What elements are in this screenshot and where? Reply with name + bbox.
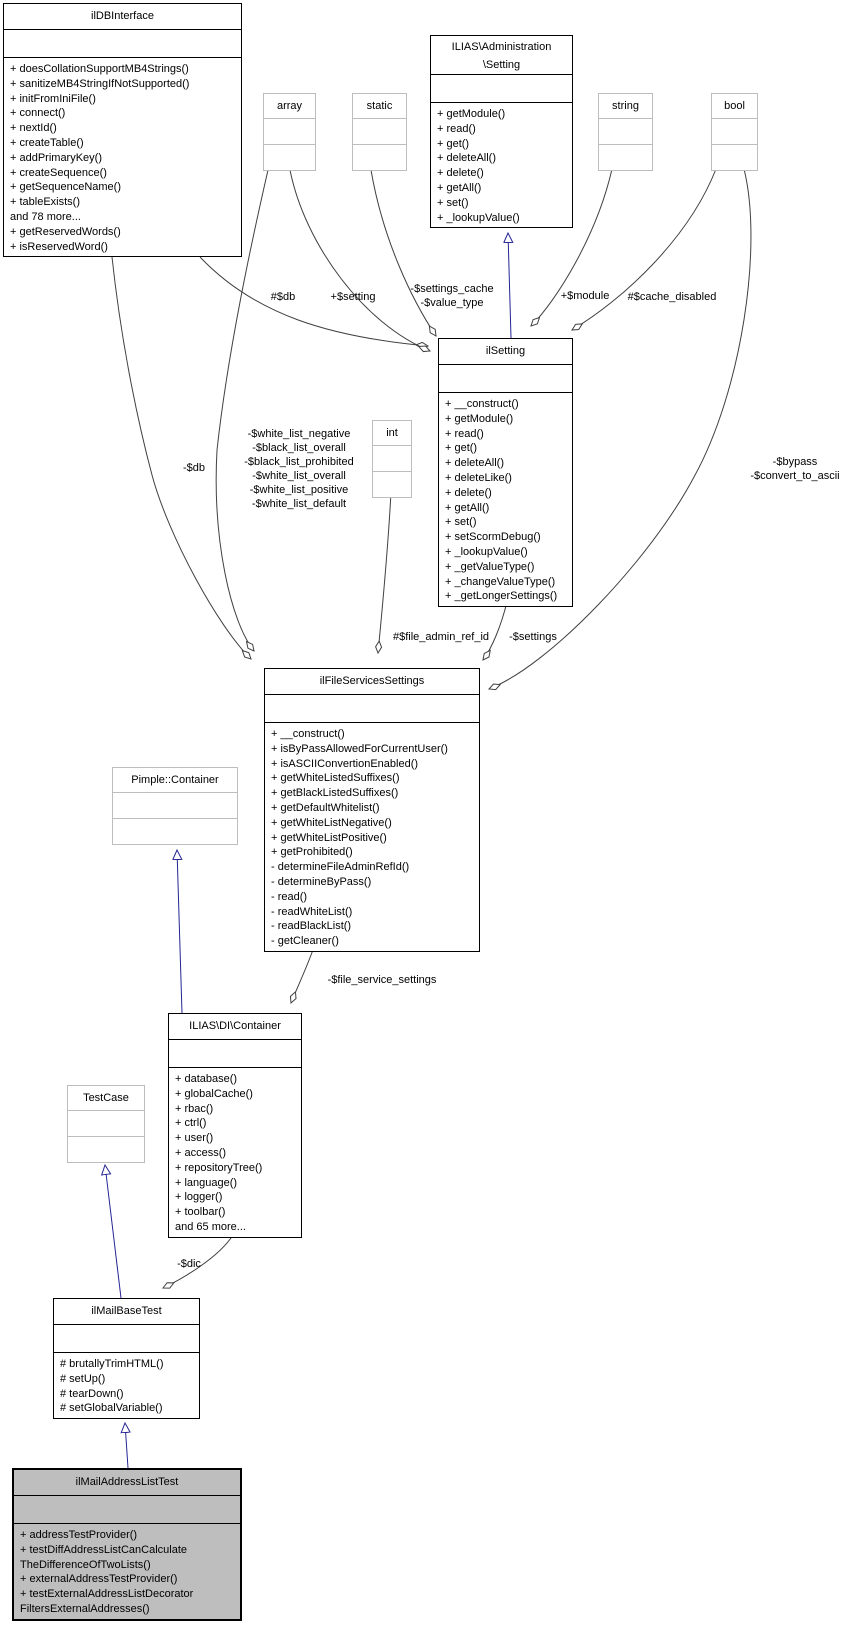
text-line: + read() (437, 122, 476, 135)
class-box-pimple-container (112, 767, 238, 845)
text-line: # setUp() (60, 1372, 106, 1385)
class-box-ilias-di-container[interactable] (168, 1013, 302, 1238)
class-box-int (372, 420, 412, 498)
attributes-compartment (14, 1496, 240, 1524)
text-line: and 78 more... (10, 210, 81, 223)
text-line: + _getLongerSettings() (445, 590, 558, 603)
attributes-compartment (68, 1111, 144, 1137)
text-line: + delete() (445, 486, 492, 499)
text-line: + set() (445, 516, 477, 529)
text-line: # tearDown() (60, 1387, 124, 1400)
attributes-compartment (264, 119, 315, 145)
text-line: + getDefaultWhitelist() (271, 801, 380, 814)
text-line: + isReservedWord() (10, 240, 108, 253)
text-line: \Setting (482, 59, 521, 71)
methods-compartment (265, 723, 479, 951)
text-line: + addressTestProvider() (20, 1529, 138, 1541)
text-line: + getSequenceName() (10, 181, 121, 194)
text-line: + get() (445, 442, 478, 455)
text-line: FiltersExternalAddresses() (20, 1602, 150, 1615)
text-line: + getProhibited() (271, 846, 353, 859)
methods-compartment (264, 145, 315, 170)
class-title: ilMailBaseTest (54, 1299, 199, 1325)
attributes-compartment (54, 1325, 199, 1353)
attributes-compartment (373, 446, 411, 472)
attributes-compartment (169, 1040, 301, 1068)
text-line: + language() (175, 1176, 238, 1189)
aggregation-edge-db-private (112, 257, 251, 659)
text-line: + globalCache() (175, 1087, 253, 1100)
class-title: Pimple::Container (113, 768, 237, 793)
text-line: - determineFileAdminRefId() (271, 861, 410, 874)
methods-compartment (14, 1524, 240, 1619)
methods-compartment (353, 145, 406, 170)
methods-compartment (169, 1068, 301, 1237)
text-line: - readWhiteList() (271, 905, 353, 918)
text-line: + _changeValueType() (445, 575, 556, 588)
aggregation-edge-cache-disabled (572, 169, 716, 330)
class-title: array (264, 94, 315, 119)
text-line: + __construct() (445, 398, 519, 410)
text-line: # brutallyTrimHTML() (60, 1358, 164, 1370)
text-line: + __construct() (271, 728, 345, 740)
edge-label-module: +$module (560, 290, 610, 302)
text-line: + rbac() (175, 1102, 214, 1115)
aggregation-edge-settings-cache (371, 170, 436, 336)
text-line: + _getValueType() (445, 560, 535, 573)
text-line: -$white_list_overall (252, 470, 346, 482)
text-line: + getModule() (437, 108, 506, 120)
text-line: -$white_list_positive (249, 484, 349, 496)
text-line: + access() (175, 1146, 227, 1159)
text-line: + deleteAll() (437, 152, 497, 165)
text-line: -$white_list_negative (247, 428, 351, 440)
class-title: static (353, 94, 406, 119)
edge-label-file-service-settings: -$file_service_settings (327, 974, 437, 986)
text-line: + getWhiteListNegative() (271, 816, 392, 829)
text-line: + sanitizeMB4StringIfNotSupported() (10, 77, 190, 90)
text-line: + read() (445, 427, 484, 440)
attributes-compartment (439, 365, 572, 393)
text-line: + getWhiteListedSuffixes() (271, 772, 400, 785)
methods-compartment (113, 819, 237, 844)
attributes-compartment (712, 119, 757, 145)
aggregation-edge-file-service-settings (291, 947, 314, 1003)
text-line: + getWhiteListPositive() (271, 831, 387, 844)
class-title: ILIAS\DI\Container (169, 1014, 301, 1040)
text-line: + deleteLike() (445, 471, 512, 484)
text-line: + isASCIIConvertionEnabled() (271, 757, 419, 770)
edge-label-settings-cache (410, 282, 493, 310)
text-line: + addPrimaryKey() (10, 151, 103, 164)
class-title: ilMailAddressListTest (14, 1470, 240, 1496)
text-line: + getAll() (437, 181, 482, 194)
class-box-static (352, 93, 407, 171)
text-line: + toolbar() (175, 1206, 226, 1219)
class-box-ilfileservicessettings[interactable] (264, 668, 480, 952)
class-box-ilmailbasetest[interactable] (53, 1298, 200, 1419)
attributes-compartment (4, 30, 241, 58)
text-line: + delete() (437, 167, 484, 180)
text-line: - readBlackList() (271, 920, 352, 933)
text-line: + setScormDebug() (445, 531, 541, 544)
class-title: TestCase (68, 1086, 144, 1111)
text-line: + repositoryTree() (175, 1161, 263, 1174)
class-title: ilSetting (439, 339, 572, 365)
class-box-bool (711, 93, 758, 171)
methods-compartment (712, 145, 757, 170)
text-line: + logger() (175, 1191, 223, 1204)
inheritance-edge-ilsetting-setting (508, 233, 511, 338)
text-line: + testDiffAddressListCanCalculate (20, 1543, 188, 1556)
text-line: + isByPassAllowedForCurrentUser() (271, 742, 448, 755)
text-line: + _lookupValue() (445, 545, 528, 558)
text-line: - determineByPass() (271, 875, 372, 888)
attributes-compartment (599, 119, 652, 145)
text-line: + nextId() (10, 122, 57, 135)
text-line: + createTable() (10, 136, 84, 149)
class-box-ilmailaddresslisttest (12, 1468, 242, 1621)
class-title: bool (712, 94, 757, 119)
class-title: ilDBInterface (4, 4, 241, 30)
methods-compartment (439, 393, 572, 606)
text-line: + getAll() (445, 501, 490, 514)
text-line: + set() (437, 196, 469, 209)
text-line: + deleteAll() (445, 457, 505, 470)
text-line: ILIAS\Administration (451, 41, 552, 53)
class-title: string (599, 94, 652, 119)
edge-label-dic: -$dic (177, 1258, 201, 1270)
text-line: - getCleaner() (271, 935, 339, 948)
text-line: + database() (175, 1073, 238, 1085)
edge-label-bypass (750, 455, 839, 483)
edge-label-white-lists (244, 427, 353, 511)
inheritance-edge-addresslisttest-mailbasetest (125, 1423, 128, 1468)
methods-compartment (373, 472, 411, 497)
text-line: # setGlobalVariable() (60, 1402, 163, 1415)
text-line: + getModule() (445, 412, 514, 425)
class-box-array (263, 93, 316, 171)
text-line: + getBlackListedSuffixes() (271, 787, 399, 800)
edge-label-db-protected: #$db (270, 291, 296, 303)
text-line: + _lookupValue() (437, 211, 520, 224)
methods-compartment (68, 1137, 144, 1162)
inheritance-edge-mailbasetest-testcase (105, 1165, 121, 1298)
class-box-ilsetting[interactable] (438, 338, 573, 607)
class-box-testcase (67, 1085, 145, 1163)
inheritance-edge-dicontainer-pimple (177, 850, 182, 1013)
class-box-ilias-administration-setting[interactable] (430, 35, 573, 228)
class-title (431, 36, 572, 75)
edge-label-file-admin-ref-id: #$file_admin_ref_id (392, 631, 490, 643)
text-line: -$settings_cache (410, 283, 494, 295)
text-line: + externalAddressTestProvider() (20, 1573, 178, 1586)
text-line: + getReservedWords() (10, 225, 121, 238)
edge-label-settings-member: -$settings (509, 631, 557, 643)
attributes-compartment (353, 119, 406, 145)
text-line: + get() (437, 137, 470, 150)
text-line: + createSequence() (10, 166, 107, 179)
text-line: + testExternalAddressListDecorator (20, 1588, 194, 1601)
text-line: + connect() (10, 107, 66, 120)
class-box-string (598, 93, 653, 171)
text-line: + initFromIniFile() (10, 92, 96, 105)
text-line: -$bypass (772, 456, 818, 468)
class-box-ildbinterface[interactable] (3, 3, 242, 257)
edge-label-db-private: -$db (182, 462, 206, 474)
attributes-compartment (431, 75, 572, 103)
text-line: + doesCollationSupportMB4Strings() (10, 63, 189, 75)
methods-compartment (431, 103, 572, 227)
text-line: -$value_type (420, 297, 484, 309)
text-line: and 65 more... (175, 1220, 246, 1233)
class-title: ilFileServicesSettings (265, 669, 479, 695)
text-line: TheDifferenceOfTwoLists() (20, 1558, 151, 1571)
text-line: + tableExists() (10, 196, 80, 209)
text-line: -$white_list_default (251, 498, 347, 510)
methods-compartment (4, 58, 241, 256)
text-line: -$convert_to_ascii (750, 470, 840, 482)
edge-label-setting: +$setting (330, 291, 376, 303)
text-line: -$black_list_overall (252, 442, 346, 454)
edge-label-cache-disabled: #$cache_disabled (627, 291, 717, 303)
attributes-compartment (113, 793, 237, 819)
class-title: int (373, 421, 411, 446)
text-line: - read() (271, 890, 308, 903)
aggregation-edge-file-admin-ref-id (378, 492, 391, 653)
methods-compartment (54, 1353, 199, 1418)
methods-compartment (599, 145, 652, 170)
text-line: -$black_list_prohibited (244, 456, 354, 468)
text-line: + ctrl() (175, 1117, 207, 1130)
attributes-compartment (265, 695, 479, 723)
text-line: + user() (175, 1132, 214, 1145)
